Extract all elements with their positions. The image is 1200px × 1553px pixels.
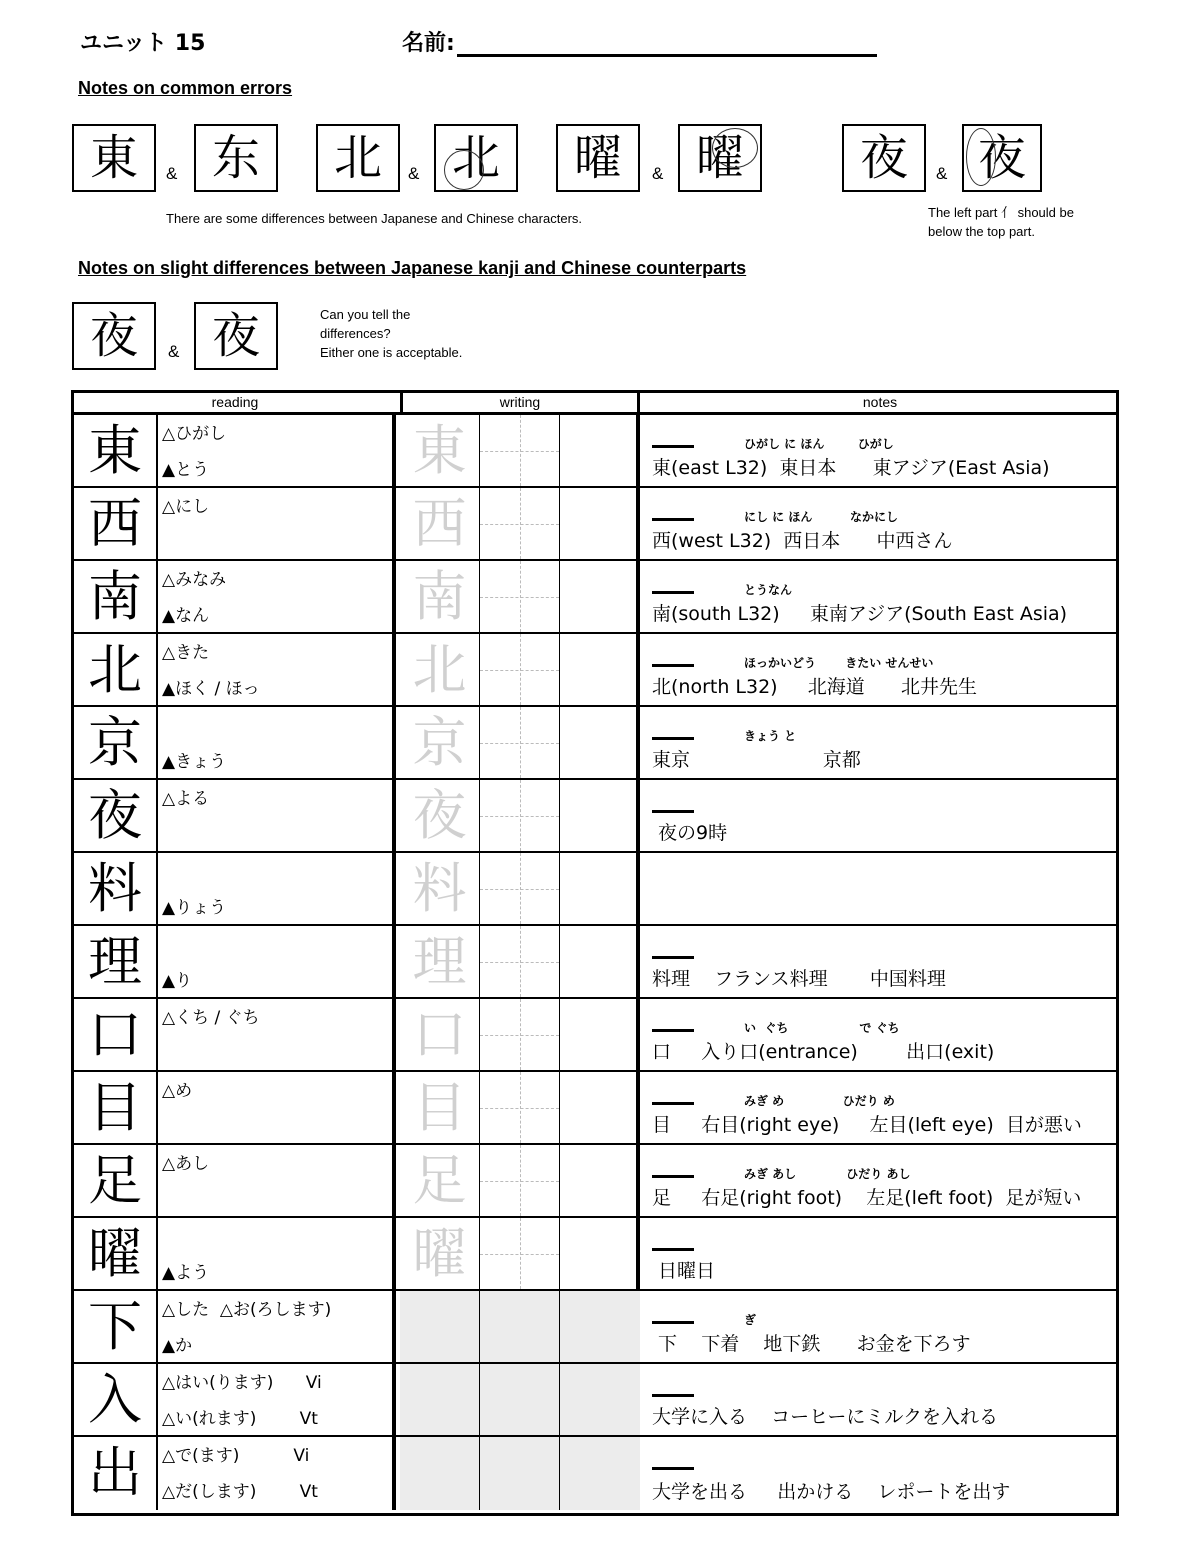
reading-line-1: △にし (162, 497, 210, 517)
kanji-cell: 西 (74, 488, 158, 559)
notes-text: 日曜日 (652, 1260, 716, 1282)
header-writing: writing (400, 393, 640, 415)
fill-blank-line (652, 591, 694, 594)
table-row (74, 707, 1116, 780)
practice-box[interactable] (480, 780, 560, 851)
kanji-cell: 理 (74, 926, 158, 997)
furigana: ぎ (744, 1313, 757, 1327)
furigana: ひがし に ほん ひがし (744, 437, 894, 451)
notes-text: 東京 京都 (652, 749, 861, 771)
ampersand: & (652, 164, 664, 183)
trace-kanji[interactable]: 東 (400, 415, 480, 486)
table-row (74, 1364, 1116, 1437)
writing-cell[interactable] (400, 561, 640, 632)
reading-line-2: ▲なん (162, 606, 210, 626)
writing-cell[interactable] (400, 707, 640, 778)
notes-text: 料理 フランス料理 中国料理 (652, 968, 946, 990)
header-reading: reading (211, 394, 259, 410)
furigana: みぎ め ひだり め (744, 1094, 895, 1108)
notes-cell (644, 926, 1116, 997)
notes-cell (644, 707, 1116, 778)
practice-box[interactable] (480, 1072, 560, 1143)
trace-kanji[interactable]: 西 (400, 488, 480, 559)
reading-line-2: ▲ほく / ほっ (162, 679, 260, 699)
question-line-1: Can you tell the (320, 307, 411, 322)
kanji-youbi-error: 曜 (678, 124, 762, 192)
reading-line-2: △い(れます) Vt (162, 1409, 318, 1429)
writing-cell[interactable] (400, 1364, 640, 1435)
reading-line-2: ▲きょう (162, 752, 227, 772)
kanji-cell: 口 (74, 999, 158, 1070)
notes-cell (644, 780, 1116, 851)
reading-line-2: ▲とう (162, 460, 210, 480)
kanji-youbi-correct: 曜 (556, 124, 640, 192)
notes-cell (644, 1291, 1116, 1362)
reading-line-2: △だ(します) Vt (162, 1482, 318, 1502)
differences-note: There are some differences between Japanese and Chinese characters. (166, 211, 583, 226)
table-row (74, 488, 1116, 561)
notes-cell (644, 634, 1116, 705)
practice-box[interactable] (480, 1364, 560, 1435)
practice-box[interactable] (560, 780, 640, 851)
fill-blank-line (652, 445, 694, 448)
reading-cell (158, 1145, 396, 1216)
kanji-jp-east: 東 (72, 124, 156, 192)
fill-blank-line (652, 664, 694, 667)
reading-line-2: ▲りょう (162, 898, 227, 918)
reading-cell (158, 926, 396, 997)
writing-cell[interactable] (400, 634, 640, 705)
writing-cell[interactable] (400, 1145, 640, 1216)
question-line-3: Either one is acceptable. (320, 345, 463, 360)
practice-box[interactable] (480, 1437, 560, 1510)
left-part-note-2: below the top part. (928, 224, 1035, 239)
practice-box[interactable] (560, 1437, 640, 1510)
reading-cell (158, 488, 396, 559)
reading-line-1: △きた (162, 643, 210, 663)
furigana: にし に ほん なかにし (744, 510, 898, 524)
header-notes: notes (862, 394, 898, 410)
fill-blank-line (652, 956, 694, 959)
table-row (74, 1291, 1116, 1364)
kanji-cell: 曜 (74, 1218, 158, 1289)
notes-text: 南(south L32) 東南アジア(South East Asia) (652, 603, 1068, 625)
practice-box[interactable] (560, 707, 640, 778)
writing-cell[interactable] (400, 1437, 640, 1510)
fill-blank-line (652, 737, 694, 740)
kanji-cell: 京 (74, 707, 158, 778)
notes-cell (644, 415, 1116, 486)
table-row (74, 1145, 1116, 1218)
table-row (74, 634, 1116, 707)
reading-cell (158, 1218, 396, 1289)
practice-box[interactable] (400, 1364, 480, 1435)
furigana: ほっかいどう きたい せんせい (744, 656, 934, 670)
fill-blank-line (652, 1467, 694, 1470)
writing-cell[interactable] (400, 853, 640, 924)
kanji-cell: 入 (74, 1364, 158, 1435)
notes-text: 口 入り口(entrance) 出口(exit) (652, 1041, 995, 1063)
kanji-north-error: 北 (434, 124, 518, 192)
table-row (74, 780, 1116, 853)
fill-blank-line (652, 1029, 694, 1032)
practice-box[interactable] (560, 634, 640, 705)
reading-line-1: △で(ます) Vi (162, 1446, 310, 1466)
slight-differences-title: Notes on slight differences between Japanese kanji and Chinese counterparts (78, 258, 747, 278)
reading-cell (158, 1072, 396, 1143)
trace-kanji[interactable]: 夜 (400, 780, 480, 851)
practice-box[interactable] (560, 999, 640, 1070)
reading-cell (158, 853, 396, 924)
notes-cell (644, 1364, 1116, 1435)
reading-line-1: △はい(ります) Vi (162, 1373, 322, 1393)
practice-box[interactable] (480, 488, 560, 559)
writing-cell[interactable] (400, 1072, 640, 1143)
unit-title: ユニット 15 (80, 31, 206, 56)
practice-box[interactable] (480, 707, 560, 778)
kanji-cell: 東 (74, 415, 158, 486)
practice-box[interactable] (560, 1291, 640, 1362)
notes-cell (644, 999, 1116, 1070)
practice-box[interactable] (560, 561, 640, 632)
reading-cell (158, 707, 396, 778)
kanji-cell: 料 (74, 853, 158, 924)
practice-box[interactable] (400, 1437, 480, 1510)
kanji-cell: 北 (74, 634, 158, 705)
notes-text: 東(east L32) 東日本 東アジア(East Asia) (652, 457, 1050, 479)
kanji-cell: 出 (74, 1437, 158, 1510)
table-row (74, 1437, 1116, 1510)
fill-blank-line (652, 518, 694, 521)
practice-box[interactable] (480, 1145, 560, 1216)
notes-cell (644, 853, 1116, 924)
fill-blank-line (652, 810, 694, 813)
kanji-night-jp: 夜 (72, 302, 156, 370)
notes-cell (644, 1437, 1116, 1510)
furigana: きょう と (744, 729, 797, 743)
table-row (74, 926, 1116, 999)
reading-line-2: ▲り (162, 971, 193, 991)
table-row (74, 1218, 1116, 1291)
common-errors-title: Notes on common errors (78, 78, 293, 98)
notes-text: 下 下着 地下鉄 お金を下ろす (652, 1333, 971, 1355)
table-row (74, 1072, 1116, 1145)
notes-text: 大学を出る 出かける レポートを出す (652, 1481, 1011, 1503)
trace-kanji[interactable]: 曜 (400, 1218, 480, 1289)
writing-cell[interactable] (400, 1218, 640, 1289)
furigana: とうなん (744, 583, 793, 597)
error-circle (966, 128, 996, 186)
kanji-night-error: 夜 (962, 124, 1042, 192)
notes-text: 西(west L32) 西日本 中西さん (652, 530, 953, 552)
reading-line-2: ▲よう (162, 1263, 210, 1283)
kanji-cell: 夜 (74, 780, 158, 851)
notes-text: 大学に入る コーヒーにミルクを入れる (652, 1406, 999, 1428)
trace-kanji[interactable]: 理 (400, 926, 480, 997)
practice-box[interactable] (560, 853, 640, 924)
practice-box[interactable] (560, 1072, 640, 1143)
trace-kanji[interactable]: 南 (400, 561, 480, 632)
reading-line-1: △ひがし (162, 424, 227, 444)
ampersand: & (166, 164, 178, 183)
notes-cell (644, 1145, 1116, 1216)
kanji-cell: 下 (74, 1291, 158, 1362)
error-circle (444, 150, 484, 190)
reading-line-1: △め (162, 1081, 193, 1101)
table-row (74, 853, 1116, 926)
reading-cell (158, 634, 396, 705)
reading-cell (158, 1291, 396, 1362)
practice-box[interactable] (480, 634, 560, 705)
reading-line-1: △よる (162, 789, 210, 809)
table-header (74, 393, 1116, 415)
writing-cell[interactable] (400, 780, 640, 851)
notes-cell (644, 561, 1116, 632)
name-label: 名前: (402, 31, 455, 56)
practice-box[interactable] (560, 1145, 640, 1216)
kanji-night-cn: 夜 (194, 302, 278, 370)
kanji-cn-east: 东 (194, 124, 278, 192)
trace-kanji[interactable]: 京 (400, 707, 480, 778)
reading-line-2: ▲か (162, 1336, 193, 1356)
table-row (74, 999, 1116, 1072)
practice-box[interactable] (480, 1218, 560, 1289)
reading-cell (158, 561, 396, 632)
fill-blank-line (652, 1321, 694, 1324)
name-blank-line[interactable] (457, 35, 877, 57)
trace-kanji[interactable]: 北 (400, 634, 480, 705)
reading-cell (158, 1437, 396, 1510)
ampersand: & (408, 164, 420, 183)
notes-text: 目 右目(right eye) 左目(left eye) 目が悪い (652, 1114, 1082, 1136)
practice-box[interactable] (480, 1291, 560, 1362)
kanji-cell: 足 (74, 1145, 158, 1216)
furigana: い ぐち で ぐち (744, 1021, 900, 1035)
kanji-night-correct: 夜 (842, 124, 926, 192)
kanji-cell: 目 (74, 1072, 158, 1143)
reading-cell (158, 415, 396, 486)
kanji-table (71, 390, 1119, 1516)
practice-box[interactable] (560, 1218, 640, 1289)
notes-text: 北(north L32) 北海道 北井先生 (652, 676, 978, 698)
reading-line-1: △くち / ぐち (162, 1008, 260, 1028)
practice-box[interactable] (480, 926, 560, 997)
kanji-north-correct: 北 (316, 124, 400, 192)
notes-cell (644, 488, 1116, 559)
trace-kanji[interactable]: 足 (400, 1145, 480, 1216)
reading-cell (158, 999, 396, 1070)
table-row (74, 561, 1116, 634)
reading-cell (158, 780, 396, 851)
notes-text: 足 右足(right foot) 左足(left foot) 足が短い (652, 1187, 1082, 1209)
error-circle (712, 128, 758, 168)
practice-box[interactable] (560, 1364, 640, 1435)
question-line-2: differences? (320, 326, 391, 341)
name-field[interactable] (402, 26, 877, 57)
left-part-note-1: The left part 亻 should be (928, 205, 1074, 220)
trace-kanji[interactable]: 料 (400, 853, 480, 924)
practice-box[interactable] (400, 1291, 480, 1362)
notes-text: 夜の9時 (652, 822, 728, 844)
ampersand: & (936, 164, 948, 183)
practice-box[interactable] (560, 926, 640, 997)
fill-blank-line (652, 1394, 694, 1397)
notes-cell (644, 1218, 1116, 1289)
reading-line-1: △みなみ (162, 570, 227, 590)
practice-box[interactable] (480, 415, 560, 486)
kanji-cell: 南 (74, 561, 158, 632)
reading-cell (158, 1364, 396, 1435)
practice-box[interactable] (480, 853, 560, 924)
practice-box[interactable] (480, 561, 560, 632)
writing-cell[interactable] (400, 926, 640, 997)
practice-box[interactable] (560, 488, 640, 559)
trace-kanji[interactable]: 口 (400, 999, 480, 1070)
writing-cell[interactable] (400, 999, 640, 1070)
fill-blank-line (652, 1175, 694, 1178)
writing-cell[interactable] (400, 488, 640, 559)
furigana: みぎ あし ひだり あし (744, 1167, 911, 1181)
writing-cell[interactable] (400, 415, 640, 486)
notes-cell (644, 1072, 1116, 1143)
fill-blank-line (652, 1102, 694, 1105)
trace-kanji[interactable]: 目 (400, 1072, 480, 1143)
reading-line-1: △した △お(ろします) (162, 1300, 332, 1320)
practice-box[interactable] (560, 415, 640, 486)
ampersand: & (168, 342, 180, 361)
practice-box[interactable] (480, 999, 560, 1070)
writing-cell[interactable] (400, 1291, 640, 1362)
fill-blank-line (652, 1248, 694, 1251)
table-row (74, 415, 1116, 488)
reading-line-1: △あし (162, 1154, 210, 1174)
